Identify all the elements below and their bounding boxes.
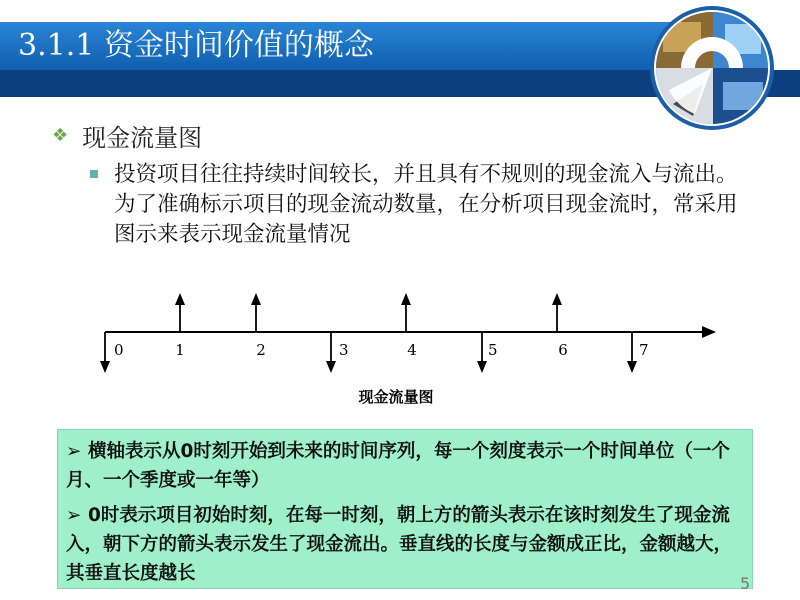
slide-title: 3.1.1 资金时间价值的概念 (18, 28, 374, 63)
cash-flow-arrow-6 (552, 293, 562, 332)
cash-flow-arrow-0 (100, 332, 110, 373)
time-axis-arrowhead-icon (702, 326, 716, 338)
cash-flow-diagram (90, 285, 730, 415)
tick-label-0: 0 (114, 341, 124, 359)
note-axis-explanation: ➢ 横轴表示从0时刻开始到未来的时间序列，每一个刻度表示一个时间单位（一个月、一个季度或一年等） (66, 441, 730, 491)
tick-label-5: 5 (488, 341, 498, 359)
tick-label-4: 4 (407, 341, 417, 359)
body-paragraph: 投资项目往往持续时间较长，并且具有不规则的现金流入与流出。为了准确标示项目的现金流动数量，在分析项目现金流时，常采用图示来表示现金流量情况 (114, 162, 738, 247)
tick-label-3: 3 (339, 341, 349, 359)
note-arrow-explanation: ➢ 0时表示项目初始时刻，在每一时刻，朝上方的箭头表示在该时刻发生了现金流入，朝下方的箭头表示发生了现金流出。垂直线的长度与金额成正比，金额越大，其垂直长度越长 (66, 505, 733, 584)
sub-bullet (90, 160, 740, 250)
cash-flow-arrow-1 (175, 293, 185, 332)
tick-label-2: 2 (256, 341, 266, 359)
cash-flow-arrow-2 (251, 293, 261, 332)
diamond-bullet-icon: ❖ (52, 125, 69, 146)
cash-flow-arrow-7 (627, 332, 637, 373)
cash-flow-arrow-4 (401, 293, 411, 332)
section-heading: 现金流量图 (82, 124, 203, 152)
cash-flow-arrow-3 (326, 332, 336, 373)
note-box (57, 429, 753, 589)
tick-label-6: 6 (558, 341, 568, 359)
diagram-caption: 现金流量图 (358, 388, 434, 406)
cash-flow-arrow-5 (477, 332, 487, 373)
square-bullet-icon (90, 170, 98, 178)
tick-label-1: 1 (175, 341, 185, 359)
heading-bullet (52, 118, 202, 153)
decorative-emblem-image (633, 4, 791, 132)
tick-label-7: 7 (639, 341, 649, 359)
page-number: 5 (740, 574, 751, 593)
